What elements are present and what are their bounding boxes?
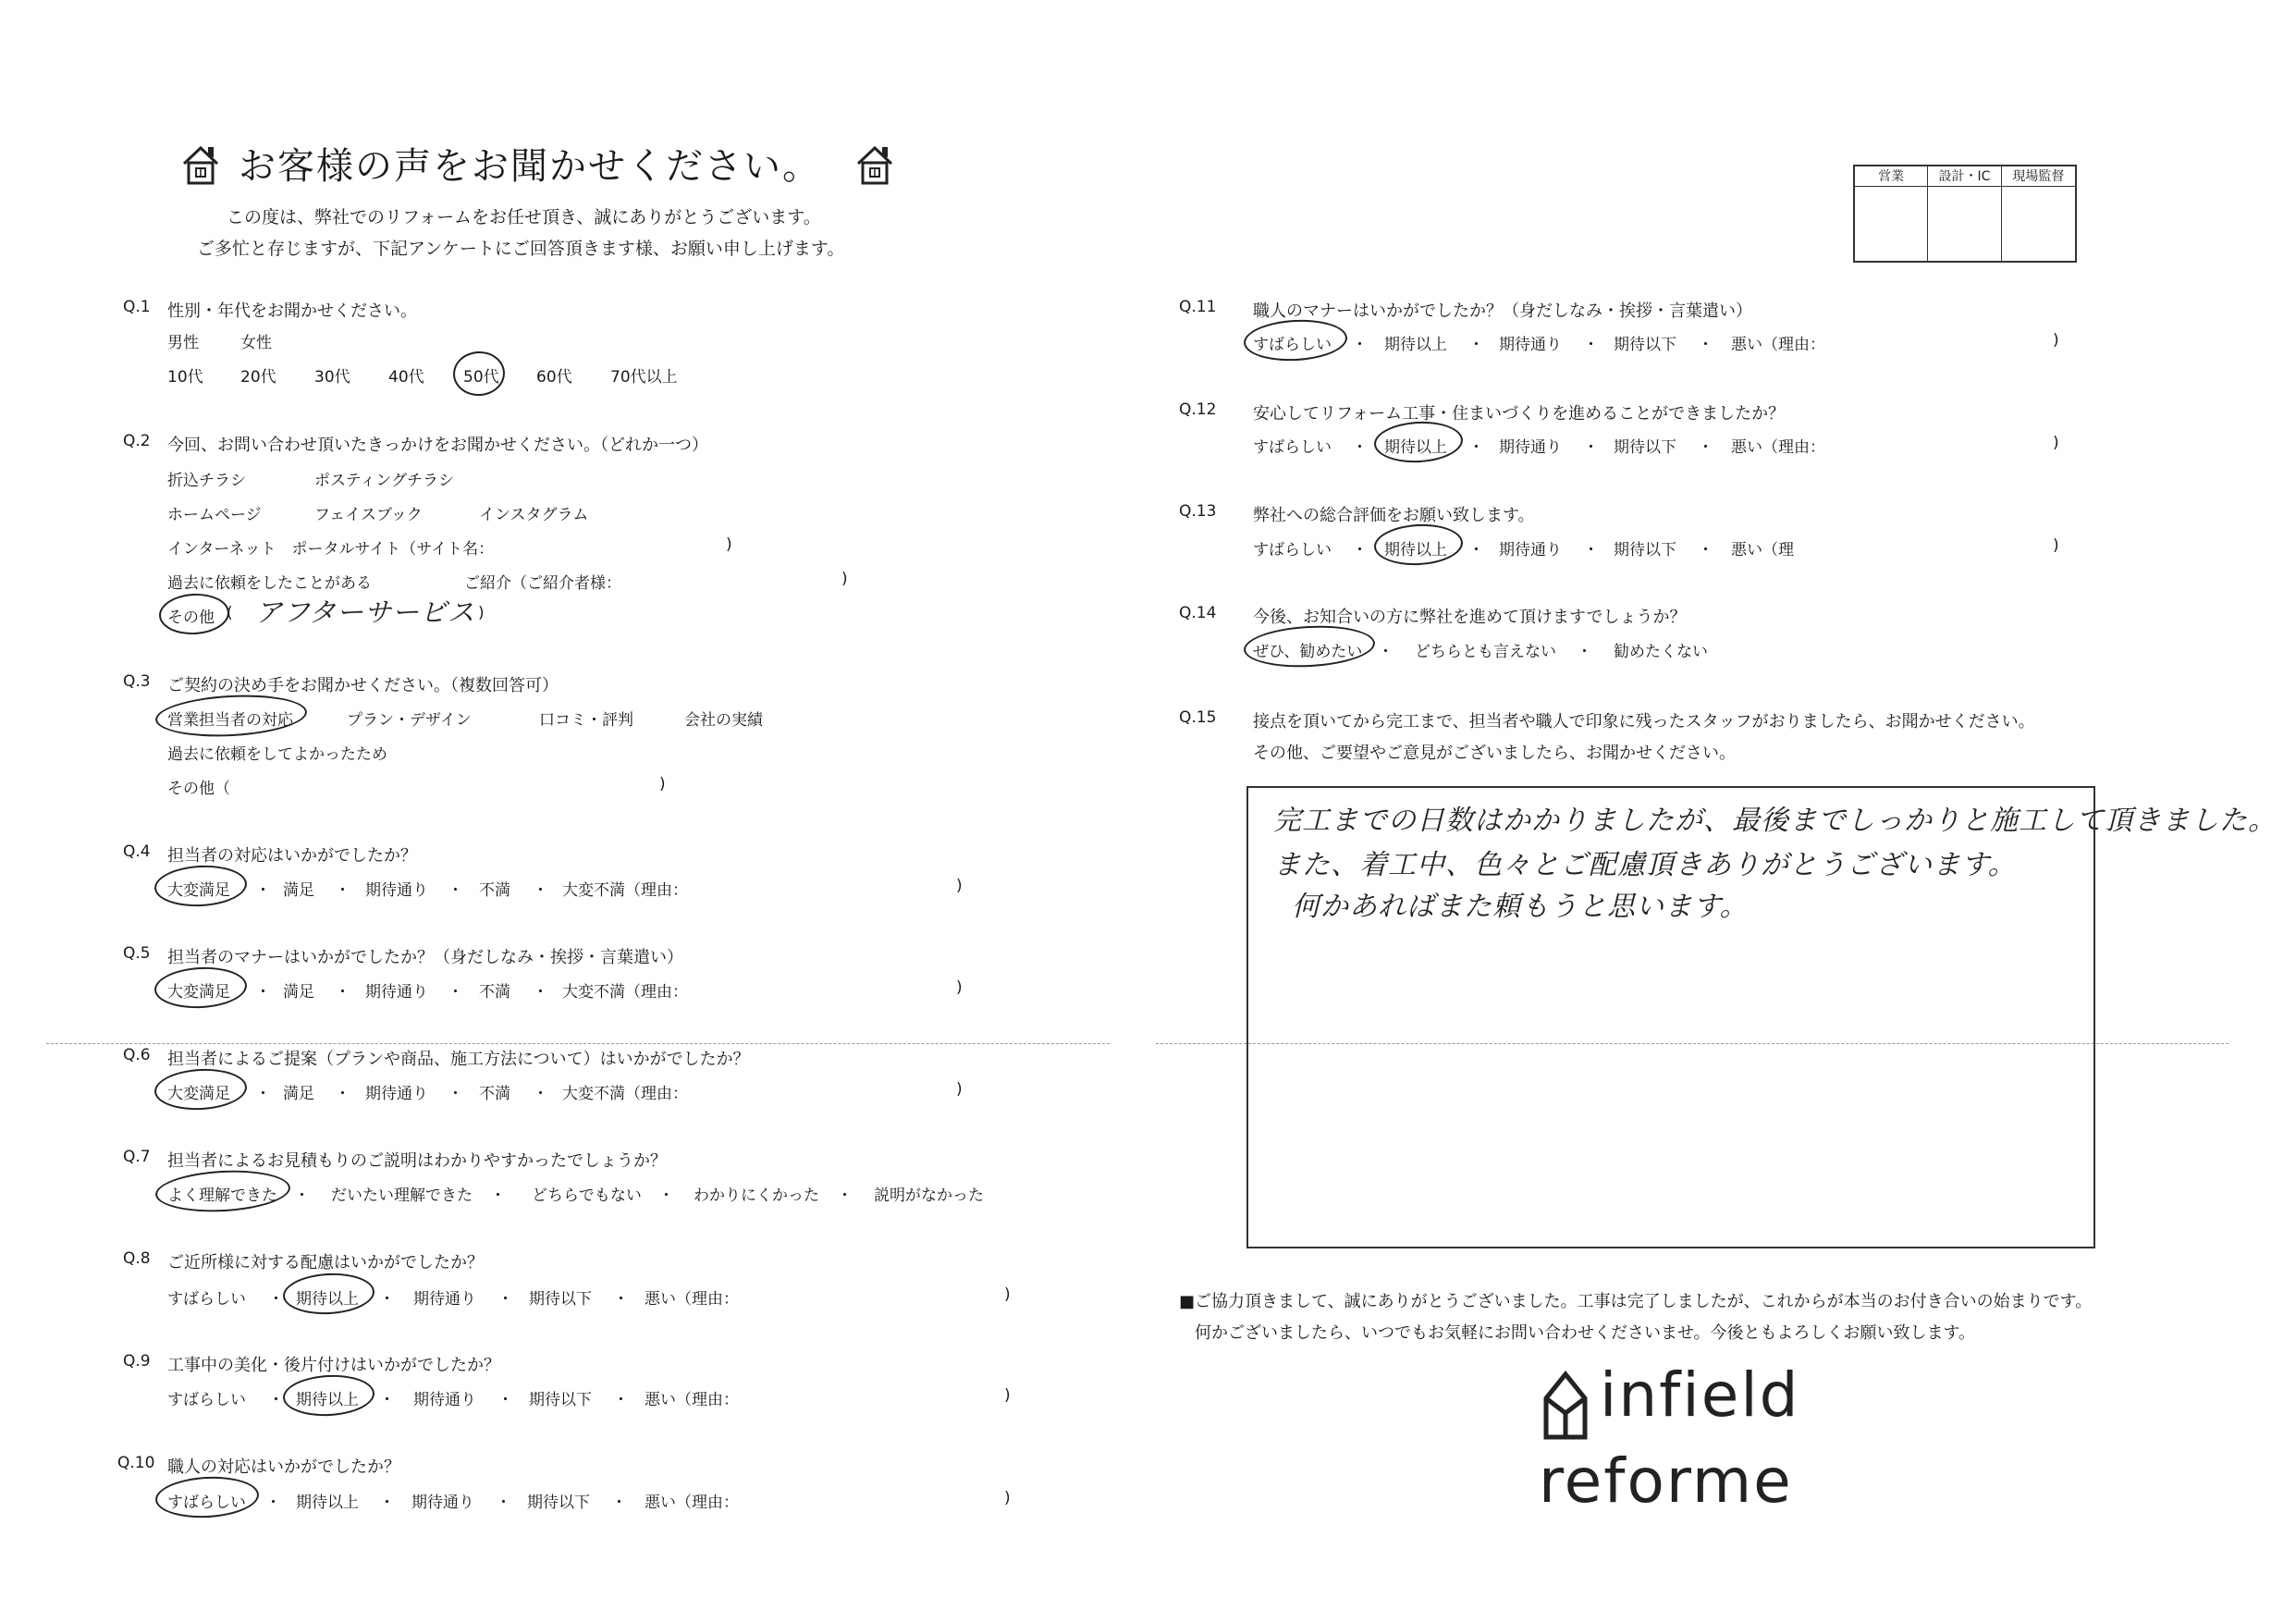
separator-dot: ・ — [1468, 438, 1484, 457]
option[interactable]: 40代 — [388, 368, 424, 387]
separator-dot: ・ — [255, 983, 271, 1002]
option[interactable]: 期待以下 — [529, 1290, 592, 1309]
question-number: Q.2 — [123, 432, 151, 450]
option-selected[interactable]: 大変満足 — [167, 881, 230, 900]
option-selected[interactable]: 期待以上 — [1384, 438, 1447, 457]
separator-dot: ・ — [268, 1290, 284, 1309]
option[interactable]: 過去に依頼をしてよかったため — [167, 745, 387, 764]
option-selected[interactable]: ぜひ、勧めたい — [1253, 643, 1363, 661]
option[interactable]: 悪い（理由： — [645, 1391, 739, 1409]
selection-circle — [154, 1167, 291, 1215]
separator-dot: ・ — [658, 1187, 674, 1205]
option-selected[interactable]: 大変満足 — [167, 1085, 230, 1103]
bracket-close: ) — [2053, 536, 2059, 555]
option-selected[interactable]: 営業担当者の対応 — [167, 711, 293, 730]
separator-dot: ・ — [1378, 643, 1394, 661]
bracket-open: ( — [227, 604, 233, 622]
question-text: 担当者によるご提案（プランや商品、施工方法について）はいかがでしたか？ — [167, 1050, 750, 1069]
bracket-close: ) — [2053, 331, 2059, 350]
option-selected[interactable]: その他 — [167, 609, 215, 627]
option[interactable]: すばらしい — [1253, 438, 1332, 457]
separator-dot: ・ — [1352, 438, 1368, 457]
option[interactable]: 期待通り — [365, 983, 428, 1002]
question-number: Q.6 — [123, 1046, 151, 1064]
selection-circle — [452, 350, 506, 398]
option[interactable]: 不満 — [479, 1085, 510, 1103]
selection-circle — [1243, 317, 1348, 363]
question-number: Q.1 — [123, 298, 151, 316]
separator-dot: ・ — [379, 1290, 395, 1309]
bracket-close: ) — [2053, 434, 2059, 452]
selection-circle — [282, 1271, 375, 1316]
option-selected[interactable]: 大変満足 — [167, 983, 230, 1002]
separator-dot: ・ — [448, 881, 463, 900]
option-selected[interactable]: 期待以上 — [1384, 541, 1447, 559]
selection-circle — [282, 1372, 375, 1418]
question-text: 安心してリフォーム工事・住まいづくりを進めることができましたか？ — [1253, 404, 1786, 424]
option[interactable]: 不満 — [479, 881, 510, 900]
question-text: ご契約の決め手をお聞かせください。（複数回答可） — [167, 676, 559, 695]
separator-dot: ・ — [379, 1391, 395, 1409]
brand-logo-text: reforme — [1539, 1445, 1793, 1517]
question-text: 職人のマナーはいかがでしたか？（身だしなみ・挨拶・言葉遣い） — [1253, 301, 1752, 321]
separator-dot: ・ — [335, 983, 350, 1002]
separator-dot: ・ — [496, 1494, 511, 1512]
option[interactable]: 20代 — [240, 368, 276, 387]
option[interactable]: 悪い（理由： — [1731, 438, 1825, 457]
separator-dot: ・ — [1698, 438, 1713, 457]
bracket-close: ) — [478, 604, 485, 622]
bracket-close: ) — [1004, 1285, 1011, 1304]
selection-circle — [1373, 420, 1464, 465]
house-logo-icon — [1539, 1367, 1592, 1443]
option[interactable]: どちらとも言えない — [1415, 643, 1556, 661]
option[interactable]: だいたい理解できた — [331, 1187, 473, 1205]
stamp-cell[interactable] — [1928, 187, 2001, 261]
option[interactable]: 期待以上 — [1384, 336, 1447, 354]
bracket-close: ) — [956, 1080, 963, 1099]
separator-dot: ・ — [1583, 336, 1599, 354]
option[interactable]: 期待以下 — [527, 1494, 590, 1512]
separator-dot: ・ — [1468, 336, 1484, 354]
separator-dot: ・ — [294, 1187, 310, 1205]
option[interactable]: プラン・デザイン — [347, 711, 472, 730]
question-text: 接点を頂いてから完工まで、担当者や職人で印象に残ったスタッフがおりましたら、お聞かせください。 — [1253, 712, 2035, 732]
option[interactable]: 30代 — [314, 368, 350, 387]
separator-dot: ・ — [1698, 541, 1713, 559]
selection-circle — [154, 1474, 260, 1520]
option[interactable]: 期待以下 — [1614, 438, 1676, 457]
house-icon — [854, 143, 895, 186]
handwritten-comment-line: 何かあればまた頼もうと思います。 — [1292, 891, 1749, 923]
option[interactable]: インターネット ポータルサイト（サイト名： — [167, 540, 495, 559]
separator-dot: ・ — [497, 1391, 513, 1409]
option[interactable]: 満足 — [283, 881, 314, 900]
option[interactable]: 10代 — [167, 368, 203, 387]
option-selected[interactable]: 期待以上 — [296, 1391, 359, 1409]
selection-circle — [1373, 523, 1464, 568]
page-title: お客様の声をお聞かせください。 — [239, 145, 821, 188]
separator-dot: ・ — [613, 1290, 629, 1309]
separator-dot: ・ — [1352, 541, 1368, 559]
option[interactable]: 期待通り — [1499, 336, 1562, 354]
question-number: Q.11 — [1179, 298, 1217, 316]
option[interactable]: わかりにくかった — [694, 1187, 819, 1205]
separator-dot: ・ — [268, 1391, 284, 1409]
bracket-close: ) — [726, 535, 732, 554]
separator-dot: ・ — [1352, 336, 1368, 354]
house-icon — [180, 143, 221, 186]
selection-circle — [1243, 622, 1376, 670]
question-text: 工事中の美化・後片付けはいかがでしたか？ — [167, 1356, 500, 1375]
staff-header: 設計・IC — [1928, 166, 2001, 187]
question-number: Q.15 — [1179, 708, 1217, 727]
option[interactable]: ポスティングチラシ — [314, 472, 454, 490]
stamp-cell[interactable] — [2002, 187, 2075, 261]
question-text: ご近所様に対する配慮はいかがでしたか？ — [167, 1253, 484, 1273]
separator-dot: ・ — [1583, 541, 1599, 559]
option-selected[interactable]: すばらしい — [167, 1494, 246, 1512]
option[interactable]: 期待以下 — [1614, 336, 1676, 354]
separator-dot: ・ — [837, 1187, 853, 1205]
option[interactable]: ホームページ — [167, 506, 262, 524]
question-number: Q.7 — [123, 1148, 151, 1166]
question-number: Q.14 — [1179, 604, 1217, 622]
option[interactable]: 悪い（理 — [1731, 541, 1794, 559]
option[interactable]: 悪い（理由： — [645, 1290, 739, 1309]
selection-circle — [153, 863, 248, 908]
separator-dot: ・ — [533, 1085, 548, 1103]
option-selected[interactable]: 50代 — [463, 368, 499, 387]
option[interactable]: インスタグラム — [479, 506, 589, 524]
bracket-close: ) — [956, 978, 963, 997]
bracket-close: ) — [1004, 1489, 1011, 1507]
separator-dot: ・ — [379, 1494, 395, 1512]
question-number: Q.9 — [123, 1352, 151, 1371]
question-number: Q.13 — [1179, 502, 1217, 521]
question-text: 担当者のマナーはいかがでしたか？（身だしなみ・挨拶・言葉遣い） — [167, 948, 683, 967]
option[interactable]: すばらしい — [167, 1290, 246, 1309]
option[interactable]: 説明がなかった — [874, 1187, 984, 1205]
option-selected[interactable]: 期待以上 — [296, 1290, 359, 1309]
staff-header: 営業 — [1855, 166, 1928, 187]
brand-logo-text: infield — [1600, 1359, 1800, 1431]
option[interactable]: どちらでもない — [532, 1187, 642, 1205]
separator-dot: ・ — [448, 983, 463, 1002]
option[interactable]: その他（ — [167, 780, 230, 798]
question-text: 性別・年代をお聞かせください。 — [167, 301, 417, 321]
selection-circle — [153, 1066, 248, 1112]
option[interactable]: 折込チラシ — [167, 472, 246, 490]
question-text: 弊社への総合評価をお願い致します。 — [1253, 506, 1535, 525]
separator-dot: ・ — [265, 1494, 281, 1512]
question-text: 担当者によるお見積もりのご説明はわかりやすかったでしょうか？ — [167, 1151, 667, 1171]
separator-dot: ・ — [448, 1085, 463, 1103]
staff-stamp-table — [1853, 165, 2077, 263]
separator-dot: ・ — [497, 1290, 513, 1309]
option[interactable]: 口コミ・評判 — [539, 711, 633, 730]
option[interactable]: 不満 — [479, 983, 510, 1002]
separator-dot: ・ — [611, 1494, 627, 1512]
question-text: 担当者の対応はいかがでしたか？ — [167, 846, 417, 866]
separator-dot: ・ — [490, 1187, 506, 1205]
question-text: 職人の対応はいかがでしたか？ — [167, 1457, 400, 1477]
option[interactable]: 満足 — [283, 983, 314, 1002]
option[interactable]: 70代以上 — [610, 368, 678, 387]
option[interactable]: 女性 — [240, 334, 272, 352]
bracket-close: ) — [841, 570, 848, 588]
option[interactable]: 過去に依頼をしたことがある — [167, 574, 372, 593]
option[interactable]: 満足 — [283, 1085, 314, 1103]
separator-dot: ・ — [1577, 643, 1592, 661]
bracket-close: ) — [659, 775, 666, 793]
option[interactable]: 大変不満（理由： — [562, 983, 688, 1002]
option[interactable]: 期待通り — [1499, 541, 1562, 559]
selection-circle — [154, 692, 308, 741]
option[interactable]: 大変不満（理由： — [562, 1085, 688, 1103]
separator-dot: ・ — [335, 881, 350, 900]
handwritten-comment-line: 完工までの日数はかかりましたが、最後までしっかりと施工して頂きました。 — [1273, 805, 2277, 837]
option[interactable]: 勧めたくない — [1614, 643, 1708, 661]
question-number: Q.10 — [117, 1454, 155, 1472]
option[interactable]: 期待通り — [365, 881, 428, 900]
option[interactable]: フェイスブック — [314, 506, 423, 524]
option[interactable]: 期待以上 — [296, 1494, 359, 1512]
option-selected[interactable]: すばらしい — [1253, 336, 1332, 354]
question-number: Q.4 — [123, 842, 151, 861]
separator-dot: ・ — [533, 983, 548, 1002]
question-number: Q.5 — [123, 944, 151, 963]
option[interactable]: 会社の実績 — [684, 711, 763, 730]
separator-dot: ・ — [255, 881, 271, 900]
footer-text: ■ご協力頂きまして、誠にありがとうございました。工事は完了しましたが、これからが本当のお付き合いの始まりです。 — [1179, 1292, 2093, 1311]
option[interactable]: ご紹介（ご紹介者様： — [464, 574, 621, 593]
question-text: その他、ご要望やご意見がございましたら、お聞かせください。 — [1253, 744, 1736, 763]
option[interactable]: 期待通り — [413, 1290, 476, 1309]
bracket-close: ) — [956, 877, 963, 895]
stamp-cell[interactable] — [1855, 187, 1928, 261]
separator-dot: ・ — [1583, 438, 1599, 457]
staff-header: 現場監督 — [2002, 166, 2075, 187]
fold-line — [46, 1043, 1110, 1044]
option[interactable]: 期待通り — [411, 1494, 474, 1512]
option[interactable]: 大変不満（理由： — [562, 881, 688, 900]
separator-dot: ・ — [255, 1085, 271, 1103]
footer-text: 何かございましたら、いつでもお気軽にお問い合わせくださいませ。今後ともよろしくお願い致します。 — [1195, 1323, 1976, 1343]
selection-circle — [153, 965, 248, 1010]
intro-line: この度は、弊社でのリフォームをお任せ頂き、誠にありがとうございます。 — [227, 207, 821, 227]
question-number: Q.8 — [123, 1249, 151, 1268]
option[interactable]: すばらしい — [167, 1391, 246, 1409]
separator-dot: ・ — [335, 1085, 350, 1103]
option[interactable]: すばらしい — [1253, 541, 1332, 559]
question-text: 今回、お問い合わせ頂いたきっかけをお聞かせください。（どれか一つ） — [167, 436, 708, 455]
handwritten-comment-line: また、着工中、色々とご配慮頂きありがとうございます。 — [1273, 849, 2017, 881]
separator-dot: ・ — [613, 1391, 629, 1409]
option[interactable]: 男性 — [167, 334, 199, 352]
option-selected[interactable]: よく理解できた — [167, 1187, 277, 1205]
option[interactable]: 悪い（理由： — [1731, 336, 1825, 354]
option[interactable]: 60代 — [536, 368, 572, 387]
selection-circle — [158, 592, 230, 636]
question-text: 今後、お知合いの方に弊社を進めて頂けますでしょうか？ — [1253, 608, 1687, 627]
option[interactable]: 悪い（理由： — [645, 1494, 739, 1512]
separator-dot: ・ — [1698, 336, 1713, 354]
option[interactable]: 期待以下 — [529, 1391, 592, 1409]
handwritten-answer: アフターサービス — [255, 596, 475, 628]
option[interactable]: 期待通り — [1499, 438, 1562, 457]
intro-line: ご多忙と存じますが、下記アンケートにご回答頂きます様、お願い申し上げます。 — [197, 239, 845, 259]
bracket-close: ) — [1004, 1386, 1011, 1405]
separator-dot: ・ — [1468, 541, 1484, 559]
option[interactable]: 期待以下 — [1614, 541, 1676, 559]
option[interactable]: 期待通り — [365, 1085, 428, 1103]
separator-dot: ・ — [533, 881, 548, 900]
question-number: Q.3 — [123, 672, 151, 691]
question-number: Q.12 — [1179, 400, 1217, 419]
option[interactable]: 期待通り — [413, 1391, 476, 1409]
